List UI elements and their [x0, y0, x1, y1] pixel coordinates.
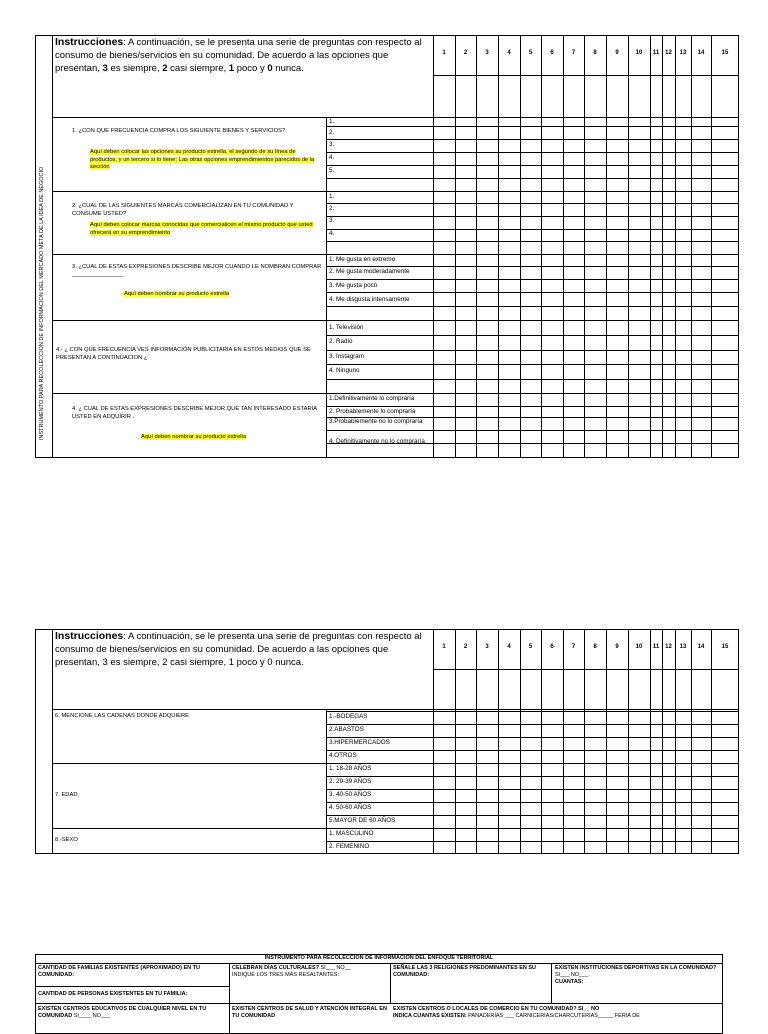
column-header-7: 7 — [571, 644, 576, 650]
question-7: 7. EDAD — [55, 792, 78, 798]
families-count-label: CANTIDAD DE FAMILIAS EXISTENTES (APROXIMADO) EN TU COMUNIDAD: — [38, 965, 200, 978]
column-header-6: 6 — [550, 644, 554, 650]
option-0: 1. — [329, 118, 335, 125]
column-header-14: 14 — [697, 644, 705, 650]
education-centers-label: EXISTEN CENTROS EDUCATIVOS DE CUALQUIER NIVEL EN TU COMUNIDAD SI____ NO___ — [38, 1006, 207, 1019]
column-header-1: 1 — [442, 50, 446, 56]
column-header-11: 11 — [652, 50, 660, 56]
option-2-5: 2. 29-39 AÑOS — [329, 778, 372, 785]
option-12: 4. Me disgusta intensamente — [329, 296, 410, 303]
instructions-2: Instrucciones: A continuación, se le presenta una serie de preguntas con respecto al consumo de bienes/servicios en su comunidad. De acuerdo a las opciones que presentan, 3 es siempre, 2 casi siempre, 1 poco y 0 nunca. — [55, 630, 422, 668]
column-header-4: 4 — [507, 644, 511, 650]
option-2: 3. — [329, 141, 335, 148]
instructions: Instrucciones: A continuación, se le presenta una serie de preguntas con respecto al consumo de bienes/servicios en su comunidad. De acuerdo a las opciones que presentan, 3 es siempre, 2 casi siempre, 1 poco y 0 nunca. — [55, 36, 422, 74]
question-4b: 4. ¿ CUAL DE ESTAS EXPRESIONES DESCRIBE MEJOR QUE TAN INTERESADO ESTARIA USTED EN ADQUIRIR . — [72, 406, 317, 420]
family-persons-label: CANTIDAD DE PERSONAS EXISTENTES EN TU FAMILIA: — [38, 991, 188, 997]
column-header-9: 9 — [615, 644, 619, 650]
option-15: 3. Instagram — [329, 353, 364, 360]
column-header-11: 11 — [652, 644, 660, 650]
column-header-5: 5 — [528, 50, 533, 56]
column-header-3: 3 — [485, 644, 489, 650]
cultural-days-label: CELEBRAN DÍAS CULTURALES? SI___ NO__ INDIQUE LOS TRES MÁS RESALTANTES: — [232, 965, 351, 978]
question-4a: 4.- ¿ CON QUE FRECUENCIA VES INFORMACIÓN PUBLICITARIA EN ESTOS MEDIOS QUE SE PRESENTAN A CONTINUACION ¿ — [56, 347, 311, 361]
option-11: 3. Me gusta poco — [329, 282, 378, 289]
column-header-15: 15 — [721, 50, 729, 56]
column-header-12: 12 — [665, 50, 672, 56]
option-6: 2. — [329, 205, 335, 212]
health-centers-label: EXISTEN CENTROS DE SALUD Y ATENCIÓN INTEGRAL EN TU COMUNIDAD — [232, 1006, 387, 1019]
option-2-7: 4. 50-60 AÑOS — [329, 804, 372, 811]
column-header-2: 2 — [463, 50, 468, 56]
column-header-7: 7 — [571, 50, 576, 56]
column-header-12: 12 — [665, 644, 672, 650]
column-header-13: 13 — [679, 50, 687, 56]
option-1: 2. — [329, 129, 335, 136]
option-10: 2. Me gusta moderadamente — [329, 268, 410, 275]
column-header-10: 10 — [635, 50, 643, 56]
option-18: 2. Probablemente lo compraría — [329, 408, 416, 415]
column-header-4: 4 — [507, 50, 511, 56]
commerce-label: EXISTEN CENTROS O LOCALES DE COMERCIO EN TU COMUNIDAD? SI__ NO INDICA CUANTAS EXISTEN: PANADERÍAS ___ CARNICERIAS/CHARCUTERIAS_____ FERIA DE — [393, 1006, 640, 1019]
column-header-13: 13 — [679, 644, 687, 650]
option-17: 1.Definitivamente lo compraría — [329, 395, 415, 402]
column-header-2: 2 — [463, 644, 468, 650]
option-9: 1. Me gusta en extremo — [329, 256, 396, 263]
option-2-0: 1.-BODEGAS — [329, 713, 368, 720]
territorial-title: INSTRUMENTO PARA RECOLECCION DE INFORMACION DEL ENFOQUE TERRITORIAL — [264, 955, 494, 961]
option-14: 2. Radio — [329, 338, 353, 345]
option-4: 5. — [329, 167, 335, 174]
column-header-1: 1 — [442, 644, 446, 650]
question-3: 3. ¿CUAL DE ESTAS EXPRESIONES DESCRIBE MEJOR CUANDO LE NOMBRAN COMPRAR ________________ — [72, 264, 322, 278]
column-header-3: 3 — [485, 50, 489, 56]
option-2-3: 4.OTROS — [329, 752, 357, 759]
question-1: 1. ¿CON QUE FRECUENCIA COMPRA LOS SIGUIENTE BIENES Y SERVICIOS? — [72, 128, 286, 134]
column-header-10: 10 — [635, 644, 643, 650]
question-3-note: Aquí deben nombrar su producto estrella — [124, 291, 230, 297]
question-2-note: Aquí deben colocar marcas conocidas que comercialicen el mismo producto que usted ofrecerá en su emprendimiento — [90, 222, 313, 236]
option-7: 3. — [329, 217, 335, 224]
option-2-2: 3.HIPERMERCADOS — [329, 739, 390, 746]
religions-label: SEÑALE LAS 3 RELIGIONES PREDOMINANTES EN SU COMUNIDAD: — [393, 965, 537, 978]
column-header-9: 9 — [615, 50, 619, 56]
instructions-heading: Instrucciones — [55, 36, 124, 48]
column-header-5: 5 — [528, 644, 533, 650]
option-19: 3.Probablemente no lo compraría — [329, 418, 423, 425]
option-16: 4. Ninguno — [329, 367, 360, 374]
question-2: 2. ¿CUAL DE LAS SIGUIENTES MARCAS COMERCIALIZAN EN TU COMUNIDAD Y CONSUME USTED? — [72, 203, 294, 217]
question-6: 6. MENCIONE LAS CADENAS DONDE ADQUIERE — [55, 713, 190, 719]
question-4b-note: Aquí deben nombrar su producto estrella — [141, 434, 247, 440]
option-2-6: 3. 40-50 AÑOS — [329, 791, 372, 798]
question-1-note: Aquí deben colocar las opciones su producto estrella, el segundo de su línea de productos, y un tercero si lo tiene; Las otras opciones emprendimientos parecidos de la sección — [90, 149, 315, 171]
option-20: 4. Definitivamente no lo compraría — [329, 438, 425, 445]
column-header-8: 8 — [593, 644, 597, 650]
option-2-9: 1. MASCULINO — [329, 830, 374, 837]
vertical-section-label: INSTRUMENTO PARA RECOLECCION DE INFORMACION DEL MERCADO META DE LA IDEA DE NEGOCIO — [39, 166, 45, 440]
sports-institutions-label: EXISTEN INSTITUCIONES DEPORTIVAS EN LA COMUNIDAD? SI___ NO___. CUANTAS: — [555, 965, 717, 985]
option-13: 1. Televisión — [329, 324, 364, 331]
option-8: 4. — [329, 230, 335, 237]
option-2-10: 2. FEMENINO — [329, 843, 370, 850]
column-header-14: 14 — [697, 50, 705, 56]
option-5: 1. — [329, 193, 335, 200]
option-3: 4. — [329, 154, 335, 161]
column-header-15: 15 — [721, 644, 729, 650]
question-8: 8.-SEXO — [55, 837, 78, 843]
column-header-8: 8 — [593, 50, 597, 56]
option-2-4: 1. 18-28 AÑOS — [329, 765, 372, 772]
option-2-8: 5.MAYOR DE 60 AÑOS — [329, 817, 396, 824]
column-header-6: 6 — [550, 50, 554, 56]
option-2-1: 2.ABASTOS — [329, 726, 364, 733]
